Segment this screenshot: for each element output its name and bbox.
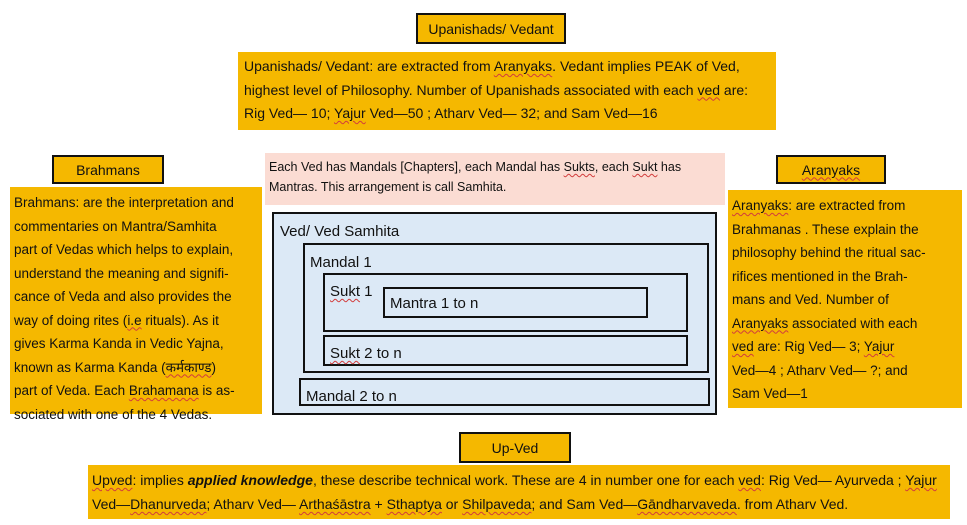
text-run: Brahmanas . These explain the <box>732 221 919 237</box>
text-run: Upanishads/ Vedant: are extracted from <box>244 58 494 74</box>
text-line <box>14 356 258 380</box>
text-run: , each <box>594 160 633 174</box>
text-run: Brahmans: are the interpretation and <box>14 195 234 210</box>
underlined-term: Dhanurveda <box>130 496 207 512</box>
underlined-term: Shilpaveda <box>462 496 532 512</box>
brahmans-description <box>10 187 262 422</box>
text-run: : implies <box>132 472 188 488</box>
text-run: has Mantras. This arrangement is call Samhita. <box>269 160 682 194</box>
text-line <box>732 359 958 383</box>
text-line <box>14 285 258 309</box>
underlined-term: Sukt <box>632 160 658 174</box>
ved-samhita-label: Ved/ Ved Samhita <box>280 223 400 240</box>
text-run: way of doing rites ( <box>14 312 128 328</box>
sukt-1-label <box>330 283 373 300</box>
text-line <box>14 332 258 356</box>
underlined-term: Aranyaks <box>732 198 789 213</box>
upanishads-description <box>238 52 776 130</box>
text-run: . Vedant implies PEAK of Ved, highest level of Philosophy. Number of Upanishads associated with each <box>244 58 740 98</box>
mandal-1-label: Mandal 1 <box>310 254 372 271</box>
sukt-2-box <box>323 335 688 366</box>
text-run: philosophy behind the ritual sac- <box>732 245 926 260</box>
underlined-term: कर्मकाण्ड <box>165 359 212 375</box>
underlined-term: Sukts <box>563 160 595 174</box>
text-run: cance of Veda and also provides the <box>14 289 232 304</box>
underlined-term: Sthaptya <box>386 496 442 512</box>
aranyaks-description <box>728 190 962 408</box>
text-run: ) <box>211 359 217 375</box>
aranyaks-title-text: Aranyaks <box>801 161 861 178</box>
text-run: gives Karma Kanda in Vedic Yajna, <box>14 336 224 351</box>
sukt-2-label <box>330 345 402 362</box>
text-run: known as Karma Kanda ( <box>14 359 166 375</box>
text-run: commentaries on Mantra/Samhita <box>14 218 217 234</box>
samhita-note <box>265 153 725 205</box>
text-line <box>732 382 958 406</box>
text-line <box>732 241 958 265</box>
text-run: rituals). As it <box>141 312 219 328</box>
text-line <box>732 288 958 312</box>
upanishads-title: Upanishads/ Vedant <box>416 13 566 44</box>
text-run: sociated with one of the 4 Vedas. <box>14 406 213 422</box>
underlined-term: Yajur <box>863 339 895 354</box>
text-run: are: Rig Ved— 10; <box>244 81 749 121</box>
text-run: rifices mentioned in the Brah- <box>732 268 908 284</box>
text-line <box>732 194 958 218</box>
text-run: Sam Ved—1 <box>732 386 808 401</box>
underlined-term: ved <box>732 339 754 354</box>
upved-description <box>88 465 950 519</box>
sukt-1-word: Sukt <box>330 283 361 300</box>
aranyaks-title <box>776 155 886 184</box>
underlined-term: ved <box>697 81 721 98</box>
text-line <box>14 403 258 427</box>
underlined-term: Upved <box>92 472 133 488</box>
text-run: ; Atharv Ved— <box>206 496 300 512</box>
text-line <box>14 215 258 239</box>
text-run: associated with each <box>788 315 918 331</box>
text-run: + <box>370 496 387 512</box>
underlined-term: Gāndharvaveda <box>637 496 737 512</box>
underlined-term: i.e <box>127 312 142 328</box>
text-line <box>732 218 958 242</box>
text-run: mans and Ved. Number of <box>732 292 889 307</box>
text-run: : are extracted from <box>788 198 906 213</box>
text-run: are: Rig Ved— 3; <box>753 339 864 354</box>
mandal-2-box <box>299 378 710 406</box>
sukt-1-number: 1 <box>360 283 373 300</box>
underlined-term: ved <box>738 472 761 488</box>
text-line <box>14 191 258 215</box>
mantra-label: Mantra 1 to n <box>390 295 479 312</box>
text-run: Each Ved has Mandals [Chapters], each Mandal has <box>269 160 564 174</box>
text-run: part of Vedas which helps to explain, <box>14 242 234 257</box>
text-line <box>14 309 258 333</box>
text-run: understand the meaning and signifi- <box>14 265 229 281</box>
emphasis-text: applied knowledge <box>187 472 313 488</box>
underlined-term: Yajur <box>334 105 366 121</box>
text-run: : Rig Ved— Ayurveda ; <box>760 472 906 488</box>
sukt-2-word: Sukt <box>330 345 361 362</box>
mantra-box <box>383 287 648 318</box>
text-line <box>14 262 258 286</box>
text-line <box>732 265 958 289</box>
text-run: Ved—50 ; Atharv Ved— 32; and Sam Ved—16 <box>365 105 658 121</box>
text-run: Ved— <box>92 496 131 512</box>
text-run: . from Atharv Ved. <box>736 496 849 512</box>
underlined-term: Aranyaks <box>493 58 553 74</box>
mandal-2-label: Mandal 2 to n <box>306 388 397 405</box>
underlined-term: Arthaśāstra <box>299 496 371 512</box>
text-run: , these describe technical work. These are 4 in number one for each <box>312 472 739 488</box>
underlined-term: Aranyaks <box>732 315 789 331</box>
text-run: ; and Sam Ved— <box>531 496 638 512</box>
text-run: or <box>441 496 463 512</box>
underlined-term: Yajur <box>905 472 937 488</box>
text-line <box>14 238 258 262</box>
brahmans-title: Brahmans <box>52 155 164 184</box>
sukt-2-rest: 2 to n <box>360 345 402 362</box>
text-line <box>14 379 258 403</box>
underlined-term: Brahamana <box>128 383 199 398</box>
text-run: Ved—4 ; Atharv Ved— ?; and <box>732 362 908 378</box>
text-run: part of Veda. Each <box>14 383 129 398</box>
text-line <box>732 312 958 336</box>
text-run: is as- <box>198 383 235 398</box>
upved-title: Up-Ved <box>459 432 571 463</box>
text-line <box>732 335 958 359</box>
